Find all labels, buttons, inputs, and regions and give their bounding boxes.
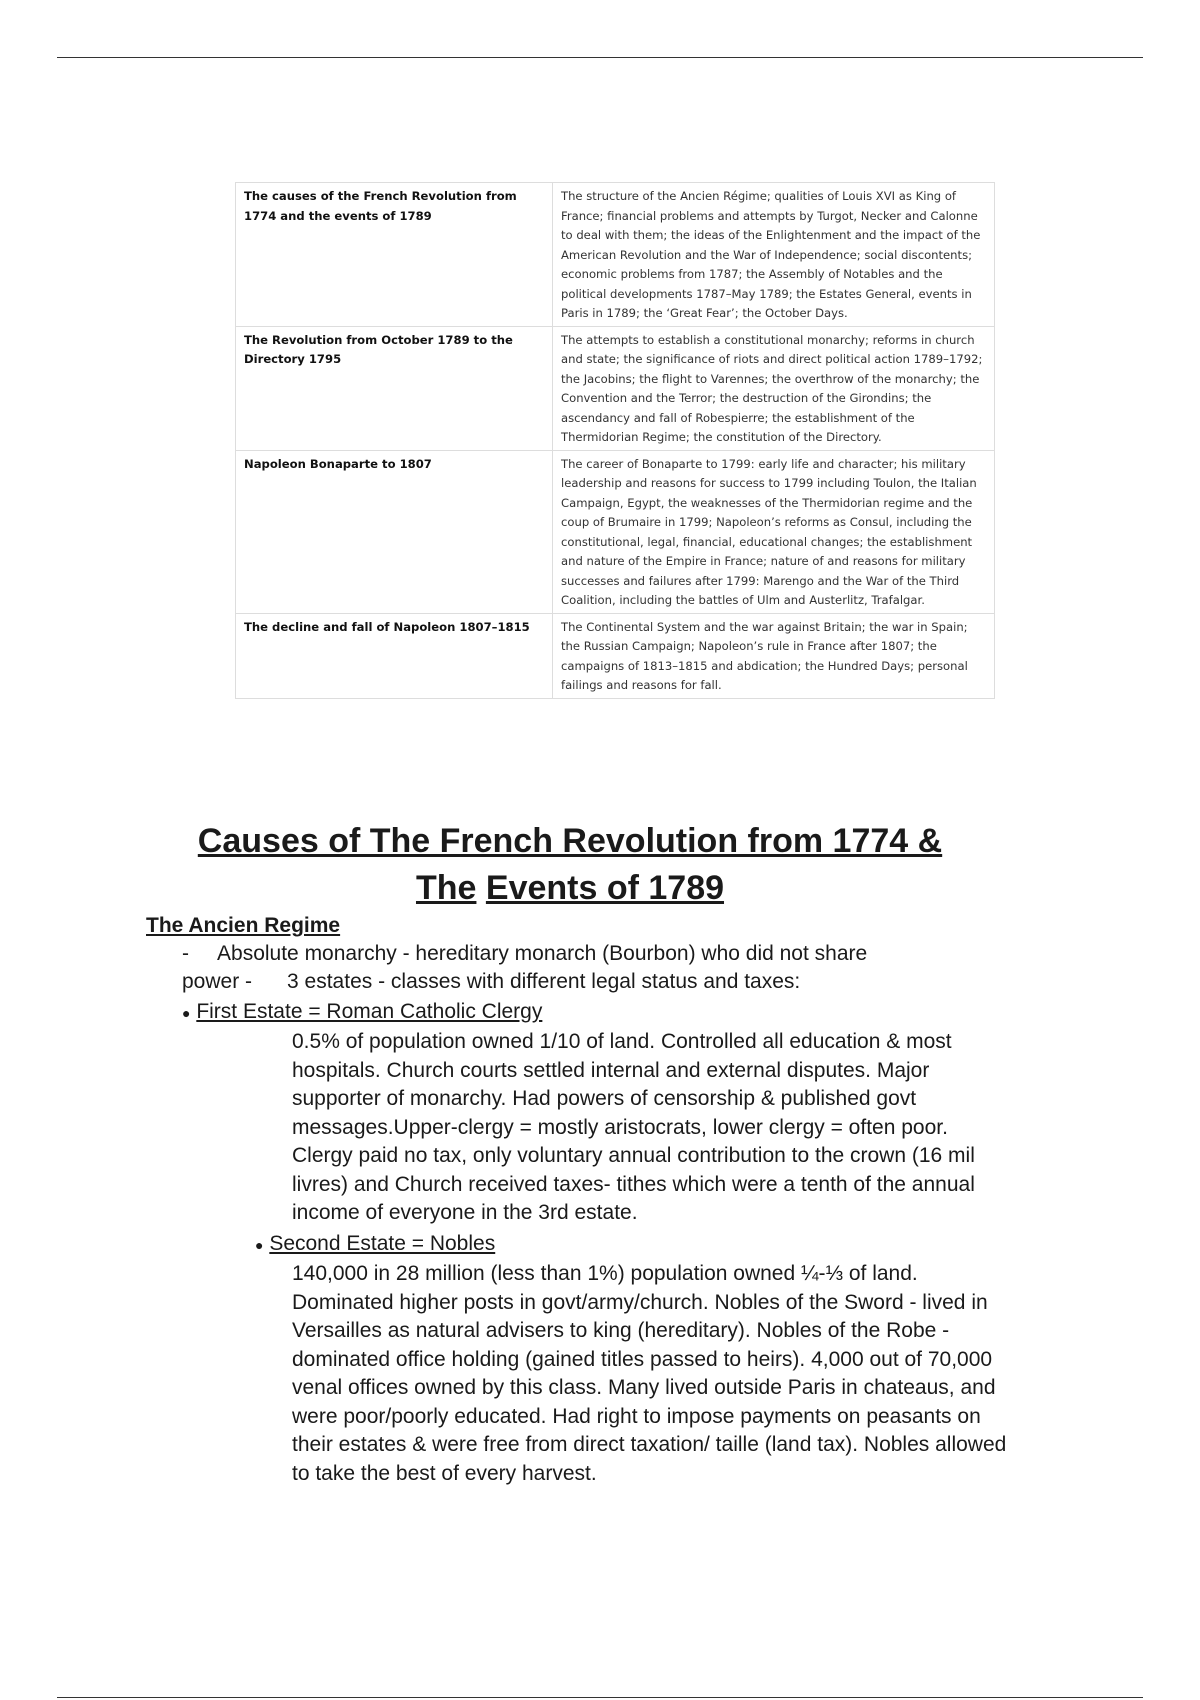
paragraph-line: dominated office holding (gained titles passed to heirs). 4,000 out of 70,000 [292,1347,993,1371]
paragraph-line: Dominated higher posts in govt/army/church. Nobles of the Sword - lived in [292,1290,988,1314]
paragraph-line: Clergy paid no tax, only voluntary annual contribution to the crown (16 mil [292,1144,975,1167]
syllabus-table [235,182,995,699]
content-cell: The structure of the Ancien Régime; qualities of Louis XVI as King of France; financial problems and attempts by Turgot, Necker and Calonne to deal with them; the ideas of the Enlightenment and the impact of the American Revolution and the War of Independence; social discontents; economic problems from 1787; the Assembly of Notables and the political developments 1787–May 1789; the Estates General, events in Paris in 1789; the ‘Great Fear’; the October Days. [553,183,995,327]
title-line-2a: The [415,869,477,907]
second-estate-label: Second Estate = Nobles [269,1232,496,1255]
paragraph-line: income of everyone in the 3rd estate. [292,1201,638,1224]
second-estate-text [292,1260,1006,1488]
topic-cell: Napoleon Bonaparte to 1807 [236,450,553,613]
title-line-1: Causes of The French Revolution from 1774 & [197,822,943,860]
section-heading: The Ancien Regime [146,914,341,937]
paragraph-line: 140,000 in 28 million (less than 1%) population owned ¼-⅓ of land. [292,1262,918,1285]
first-estate-text [292,1028,975,1228]
paragraph-line: to take the best of every harvest. [292,1461,597,1485]
paragraph-line: venal offices owned by this class. Many lived outside Paris in chateaus, and [292,1376,996,1399]
topic-cell: The decline and fall of Napoleon 1807–1815 [236,613,553,698]
paragraph-line: livres) and Church received taxes- tithes which were a tenth of the annual [292,1172,975,1196]
paragraph-line: hospitals. Church courts settled internal and external disputes. Major [292,1058,930,1082]
paragraph-line: were poor/poorly educated. Had right to impose payments on peasants on [292,1404,981,1428]
bullet-icon: ● [182,1005,191,1021]
paragraph-line: their estates & were free from direct taxation/ taille (land tax). Nobles allowed [292,1433,1007,1456]
page-title [0,818,1140,912]
second-estate-item [255,1230,495,1260]
topic-cell: The causes of the French Revolution from 1774 and the events of 1789 [236,183,553,327]
dash-line-1: - Absolute monarchy - hereditary monarch (Bourbon) who did not share [182,942,868,965]
bullet-icon: ● [255,1237,264,1253]
dash-line-2: power - 3 estates - classes with different legal status and taxes: [182,970,801,993]
first-estate-label: First Estate = Roman Catholic Clergy [196,1000,543,1023]
title-line-2b: Events of 1789 [485,869,725,907]
paragraph-line: 0.5% of population owned 1/10 of land. Controlled all education & most [292,1030,952,1053]
paragraph-line: supporter of monarchy. Had powers of censorship & published govt [292,1087,917,1110]
table-row [236,183,995,327]
table-row [236,613,995,698]
content-cell: The attempts to establish a constitutional monarchy; reforms in church and state; the significance of riots and direct political action 1789–1792; the Jacobins; the flight to Varennes; the overthrow of the monarchy; the Convention and the Terror; the destruction of the Girondins; the ascendancy and fall of Robespierre; the establishment of the Thermidorian Regime; the constitution of the Directory. [553,326,995,450]
top-rule [57,57,1143,58]
paragraph-line: messages.Upper-clergy = mostly aristocrats, lower clergy = often poor. [292,1115,948,1139]
topic-cell: The Revolution from October 1789 to the Directory 1795 [236,326,553,450]
bottom-rule [57,1697,1143,1698]
content-cell: The Continental System and the war against Britain; the war in Spain; the Russian Campaign; Napoleon’s rule in France after 1807; the campaigns of 1813–1815 and abdication; the Hundred Days; personal failings and reasons for fall. [553,613,995,698]
table-row [236,450,995,613]
paragraph-line: Versailles as natural advisers to king (hereditary). Nobles of the Robe - [292,1319,950,1342]
first-estate-item [182,998,542,1028]
table-row [236,326,995,450]
content-cell: The career of Bonaparte to 1799: early life and character; his military leadership and reasons for success to 1799 including Toulon, the Italian Campaign, Egypt, the weaknesses of the Thermidorian regime and the coup of Brumaire in 1799; Napoleon’s reforms as Consul, including the constitutional, legal, financial, educational changes; the establishment and nature of the Empire in France; nature of and reasons for military successes and failures after 1799: Marengo and the War of the Third Coalition, including the battles of Ulm and Austerlitz, Trafalgar. [553,450,995,613]
